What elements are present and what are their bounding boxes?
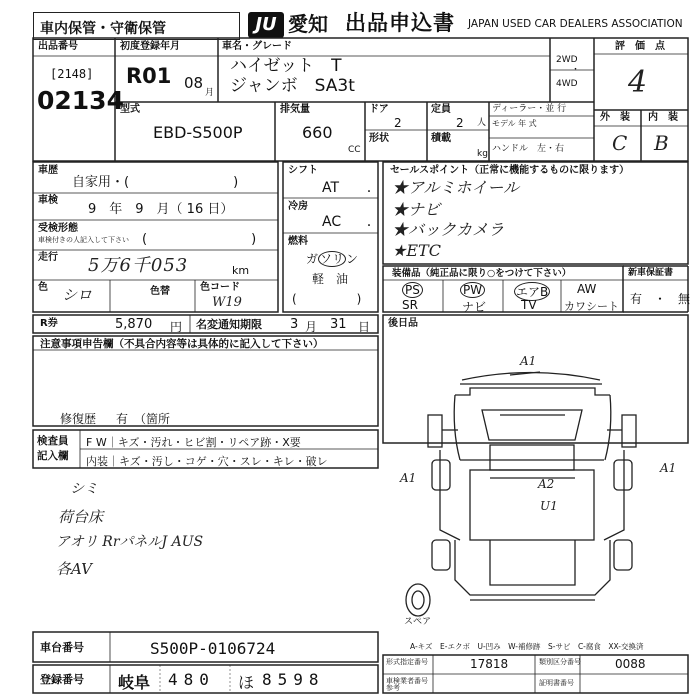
diagram-mark-top: A1 — [520, 354, 537, 368]
diagram-mark-roof: A2 — [538, 477, 555, 491]
model-year-label: モデル 年 式 — [492, 119, 537, 128]
recycle-yen: 円 — [170, 320, 183, 334]
designation-value: 17818 — [470, 657, 509, 671]
drive-4wd: 4WD — [556, 79, 578, 89]
plate-kana: ほ — [238, 673, 255, 692]
fuel-other: ( ) — [292, 292, 362, 306]
grade-label: 評 価 点 — [615, 41, 665, 52]
sales-point-1: ★アルミホイール — [392, 178, 520, 197]
car-name-label: 車名・グレード — [222, 41, 292, 52]
document-title: 出品申込書 — [345, 11, 455, 35]
grade-score: 4 — [628, 65, 648, 100]
equip-navi: ナビ — [462, 300, 487, 314]
category-label: 類別区分番号 — [539, 658, 581, 666]
damage-legend: A-キズ E-エクボ U-凹み W-補修跡 S-サビ C-腐食 XX-交換済 — [410, 642, 644, 651]
lot-label: 出品番号 — [38, 41, 78, 52]
inspection-value: 9 年 9 月（ 16 日） — [88, 202, 234, 217]
load-label: 積載 — [431, 133, 451, 144]
diagram-mark-roof2: U1 — [540, 499, 558, 513]
equip-ps: PS — [402, 282, 423, 298]
inspector-line1: F W｜キズ・汚れ・ヒビ割・リペア跡・X要 — [86, 436, 301, 449]
notice-month-unit: 月 — [305, 320, 318, 334]
plate-class: 480 — [168, 670, 215, 689]
category-value: 0088 — [615, 657, 646, 671]
recycle-amount: 5,870 — [115, 317, 153, 332]
chassis-value: S500P-0106724 — [150, 639, 276, 658]
first-reg-year: R01 — [126, 64, 172, 88]
plate-region: 岐阜 — [118, 673, 151, 692]
model-label: 型式 — [120, 104, 140, 115]
model-code: EBD-S500P — [153, 123, 243, 142]
inspection-label: 車検 — [38, 195, 58, 206]
dealer-label: ディーラー・並 行 — [492, 104, 567, 114]
doors-label: ドア — [369, 104, 389, 115]
notes-label: 注意事項申告欄（不具合内容等は具体的に記入して下さい） — [40, 338, 324, 350]
plate-number: 8598 — [262, 670, 325, 689]
sales-point-3: ★バックカメラ — [392, 220, 505, 239]
hand-note-2: 荷台床 — [58, 508, 104, 526]
lot-number: 02134 — [37, 86, 124, 115]
color-value: シロ — [62, 286, 93, 304]
equip-tv: TV — [521, 298, 537, 312]
cert-label: 証明書番号 — [539, 679, 574, 687]
fuel-diesel: 軽 油 — [312, 272, 349, 286]
transfer-note: 車検付きの人記入して下さい — [38, 236, 129, 244]
warranty-value: 有 ・ 無 — [630, 292, 691, 306]
transfer-label: 受検形態 — [38, 223, 78, 234]
hand-note-4: 各AV — [56, 560, 92, 578]
drive-2wd: 2WD — [556, 55, 578, 65]
serial-label: 車検業者番号 参考 — [386, 677, 428, 692]
fuel-circled: ソリ — [320, 252, 345, 266]
car-name-line1: ハイゼット T — [230, 56, 342, 76]
sales-points-label: セールスポイント（正常に機能するものに限ります） — [390, 165, 630, 176]
equip-leather: カワシート — [564, 300, 619, 313]
lot-sub-number: [2148] — [50, 67, 94, 81]
equipment-label: 装備品（純正品に限り○をつけて下さい） — [392, 268, 572, 279]
seats-label: 定員 — [431, 104, 451, 115]
shift-value: AT — [322, 180, 340, 196]
repaint-label: 色替 — [150, 286, 170, 297]
mileage-label: 走行 — [38, 252, 58, 263]
month-unit: 月 — [205, 88, 215, 98]
first-reg-label: 初度登録年月 — [120, 41, 180, 52]
colorcode-value: W19 — [212, 295, 242, 310]
history-label: 車歴 — [38, 165, 58, 176]
exterior-grade: C — [612, 131, 628, 155]
steering-label: ハンドル 左・右 — [492, 144, 565, 154]
inspector-label: 検査員 記入欄 — [37, 435, 69, 462]
ac-value: AC — [322, 214, 342, 230]
ac-dot: ・ — [364, 221, 374, 232]
association-name: JAPAN USED CAR DEALERS ASSOCIATION — [468, 18, 683, 30]
car-name-line2: ジャンボ SA3t — [230, 76, 355, 96]
equip-sr: SR — [402, 298, 418, 312]
seats-unit: 人 — [477, 118, 487, 128]
interior-grade: B — [654, 131, 669, 155]
diagram-mark-right: A1 — [660, 461, 677, 475]
displacement-label: 排気量 — [280, 104, 310, 115]
recycle-label: R券 — [40, 318, 58, 329]
inspector-line2: 内装｜キズ・汚し・コゲ・穴・スレ・キレ・破レ — [86, 455, 328, 468]
later-items-label: 後日品 — [388, 318, 418, 329]
displacement-value: 660 — [302, 123, 333, 142]
first-reg-month: 08 — [184, 74, 204, 92]
colorcode-label: 色コード — [200, 282, 240, 293]
warranty-label: 新車保証書 — [628, 268, 674, 278]
plate-label: 登録番号 — [40, 673, 84, 686]
chassis-label: 車台番号 — [40, 641, 84, 654]
repair-value: 有 （箇所 — [116, 412, 171, 426]
storage-tab-label: 車内保管・守衛保管 — [40, 21, 166, 37]
interior-label: 内 装 — [648, 112, 678, 123]
seats-value: 2 — [456, 116, 464, 130]
mileage-unit: km — [232, 264, 250, 277]
doors-value: 2 — [394, 116, 402, 130]
transfer-value: ( ) — [142, 232, 257, 247]
equip-aw: AW — [577, 282, 597, 296]
notice-label: 名変通知期限 — [196, 318, 262, 331]
shift-label: シフト — [288, 165, 318, 176]
equip-airbag: エアB — [514, 282, 550, 301]
ju-logo: JU — [248, 12, 284, 38]
ac-label: 冷房 — [288, 201, 308, 212]
hand-note-1: シミ — [70, 481, 98, 497]
notice-day-unit: 日 — [358, 320, 371, 334]
kg-unit: kg — [477, 149, 488, 159]
hand-note-3: アオリ RrパネルJ AUS — [56, 534, 204, 550]
sales-point-4: ★ETC — [392, 241, 441, 260]
cc-unit: CC — [348, 145, 361, 155]
shape-label: 形状 — [369, 133, 389, 144]
color-label: 色 — [38, 282, 48, 293]
fuel-label: 燃料 — [288, 236, 308, 247]
brand-name: 愛知 — [288, 12, 328, 36]
notice-day: 31 — [330, 317, 347, 332]
mileage-value: 5万6千053 — [88, 255, 189, 276]
sales-point-2: ★ナビ — [392, 200, 441, 219]
fuel-gas: ガ ソリ ン — [306, 252, 359, 266]
exterior-label: 外 装 — [600, 112, 630, 123]
notice-month: 3 — [290, 317, 299, 332]
drive-dot: ・ — [571, 65, 581, 75]
designation-label: 形式指定番号 — [386, 658, 428, 666]
spare-label: スペア — [404, 617, 432, 627]
history-value: 自家用・( ) — [72, 175, 239, 190]
repair-label: 修復歴 — [60, 412, 97, 426]
shift-dot: ・ — [364, 187, 374, 198]
equip-pw: PW — [460, 282, 485, 298]
diagram-mark-left: A1 — [400, 471, 417, 485]
